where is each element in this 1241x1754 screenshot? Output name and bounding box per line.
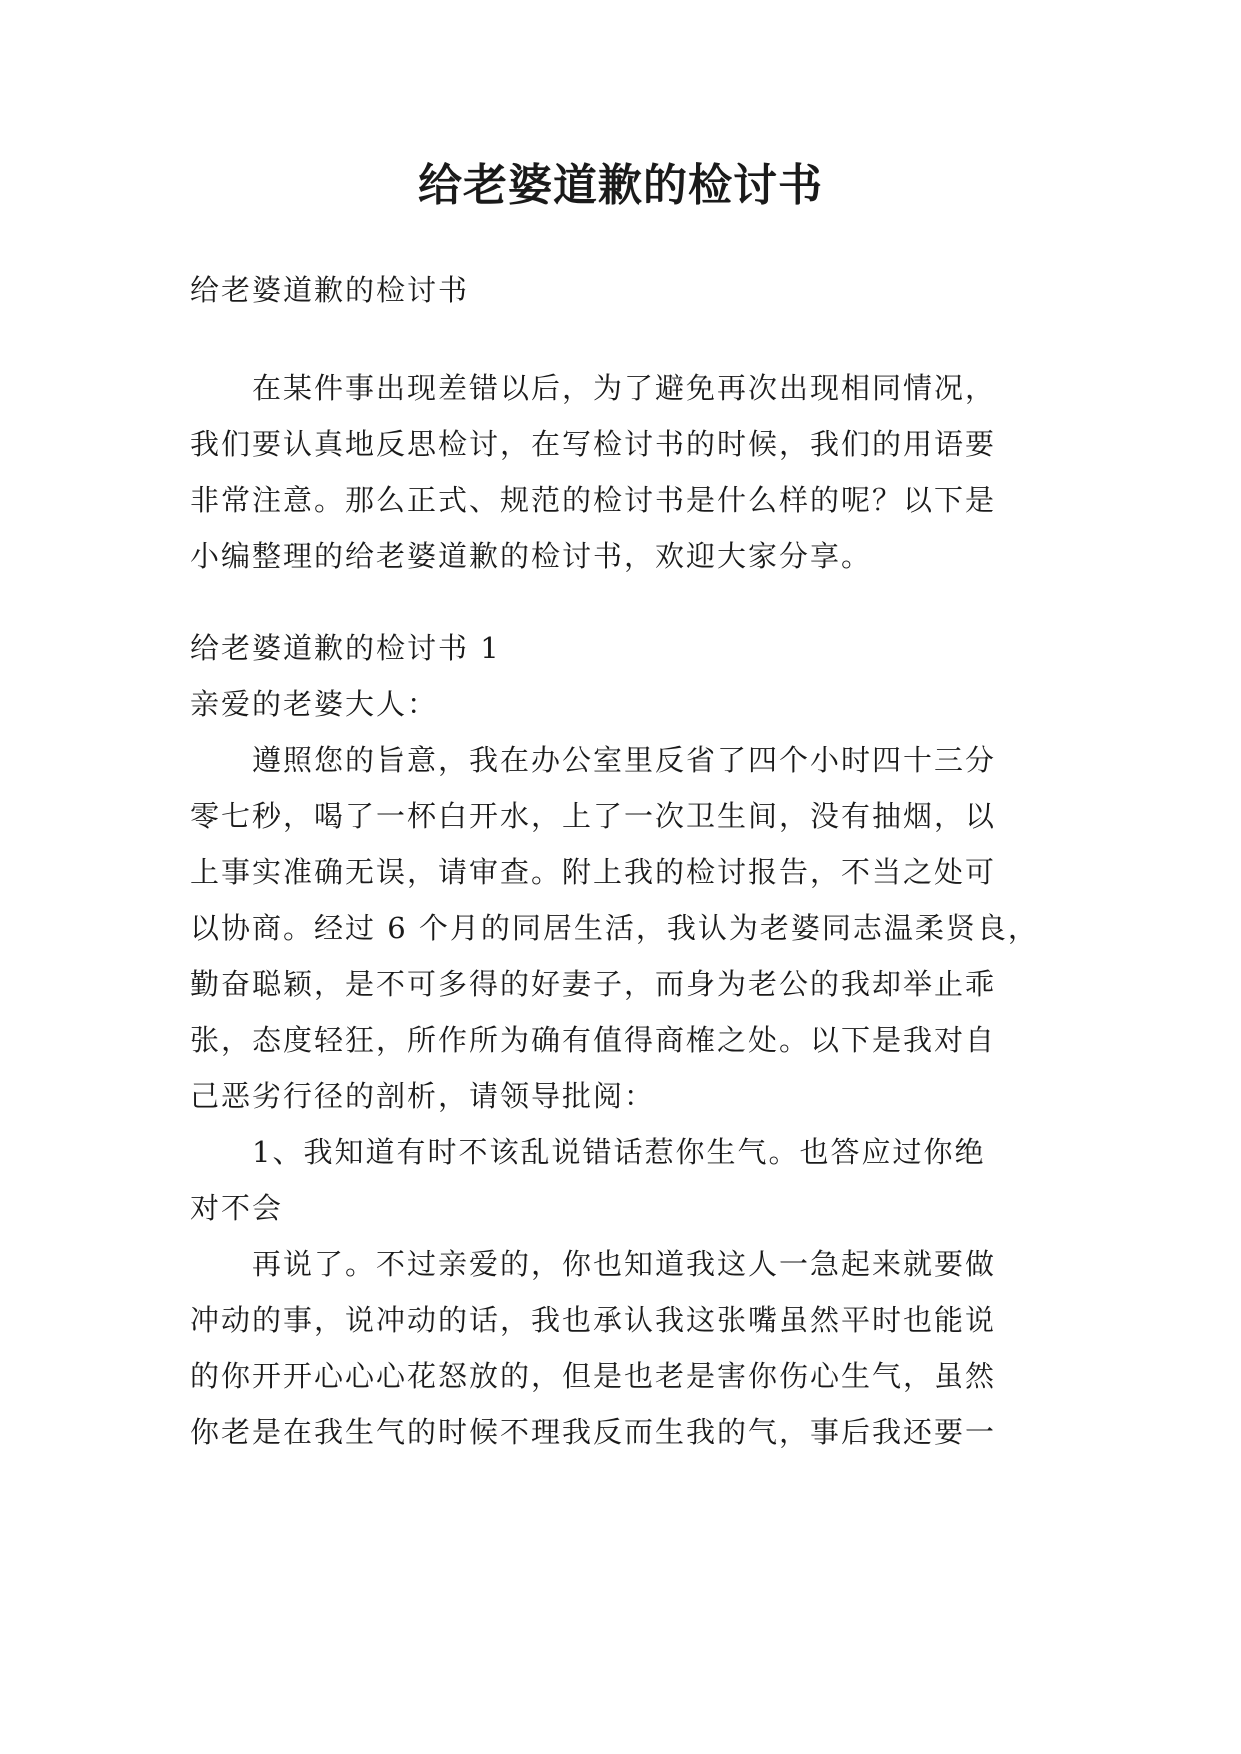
text-line: 勤奋聪颖，是不可多得的好妻子，而身为老公的我却举止乖 bbox=[190, 967, 997, 1001]
text-line: 张，态度轻狂，所作所为确有值得商榷之处。以下是我对自 bbox=[190, 1023, 997, 1057]
text-line: 冲动的事，说冲动的话，我也承认我这张嘴虽然平时也能说 bbox=[190, 1303, 997, 1337]
text-line: 你老是在我生气的时候不理我反而生我的气，事后我还要一 bbox=[190, 1415, 997, 1449]
point-1 bbox=[190, 1124, 1070, 1236]
text-line: 零七秒，喝了一杯白开水，上了一次卫生间，没有抽烟，以 bbox=[190, 799, 997, 833]
text-line: 对不会 bbox=[190, 1191, 284, 1225]
text-line: 遵照您的旨意，我在办公室里反省了四个小时四十三分 bbox=[252, 743, 997, 777]
salutation-line: 亲爱的老婆大人： bbox=[190, 687, 439, 721]
document-title: 给老婆道歉的检讨书 bbox=[418, 160, 823, 211]
text-line: 在某件事出现差错以后，为了避免再次出现相同情况， bbox=[252, 371, 997, 405]
subtitle-line: 给老婆道歉的检讨书 bbox=[190, 273, 470, 307]
text-line: 己恶劣行径的剖析，请领导批阅： bbox=[190, 1079, 656, 1113]
salutation bbox=[190, 676, 1070, 732]
paragraph-2 bbox=[190, 1236, 1070, 1460]
text-line: 的你开开心心心花怒放的，但是也老是害你伤心生气，虽然 bbox=[190, 1359, 997, 1393]
text-line: 以协商。经过 6 个月的同居生活，我认为老婆同志温柔贤良， bbox=[190, 911, 1039, 945]
text-line: 小编整理的给老婆道歉的检讨书，欢迎大家分享。 bbox=[190, 539, 873, 573]
text-line: 我们要认真地反思检讨，在写检讨书的时候，我们的用语要 bbox=[190, 427, 997, 461]
text-line: 非常注意。那么正式、规范的检讨书是什么样的呢？以下是 bbox=[190, 483, 997, 517]
text-line: 上事实准确无误，请审查。附上我的检讨报告，不当之处可 bbox=[190, 855, 997, 889]
intro-paragraph bbox=[190, 360, 1070, 584]
section-heading bbox=[190, 620, 1070, 676]
text-line: 再说了。不过亲爱的，你也知道我这人一急起来就要做 bbox=[252, 1247, 997, 1281]
section-heading-line: 给老婆道歉的检讨书 1 bbox=[190, 631, 501, 665]
document-subtitle bbox=[190, 262, 1070, 318]
text-line: 1、我知道有时不该乱说错话惹你生气。也答应过你绝 bbox=[252, 1135, 986, 1169]
paragraph-1 bbox=[190, 732, 1070, 1124]
